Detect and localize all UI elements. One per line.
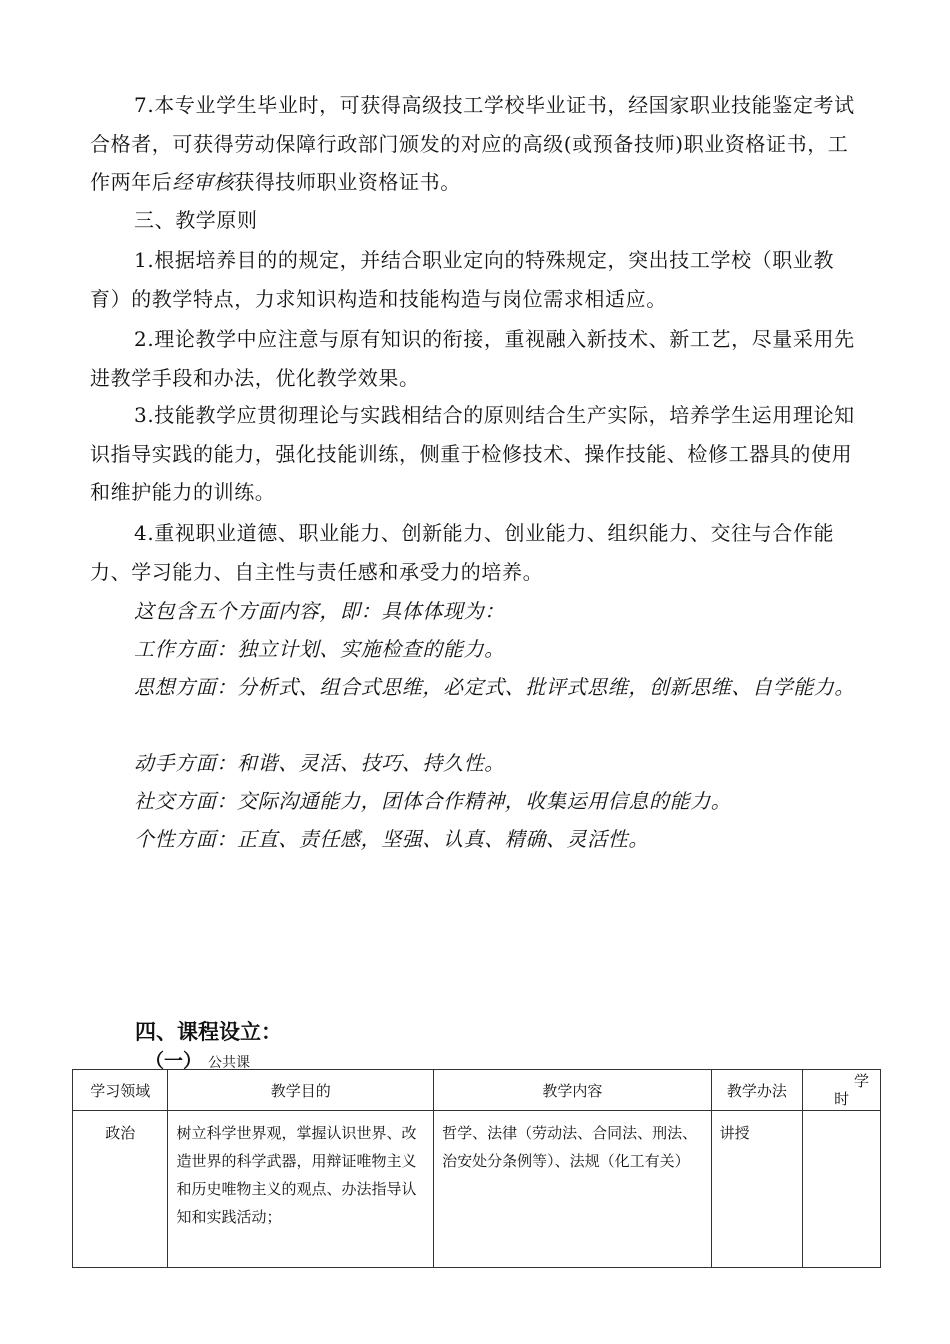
aspect-hands-on: 动手方面：和谐、灵活、技巧、持久性。 — [134, 751, 505, 775]
principle-3: 3.技能教学应贯彻理论与实践相结合的原则结合生产实际，培养学生运用理论知识指导实践的能力，强化技能训练，侧重于检修技术、操作技能、检修工器具的使用和维护能力的训练。 — [90, 403, 855, 504]
aspect-thinking: 思想方面：分析式、组合式思维，必定式、批评式思维，创新思维、自学能力。 — [134, 675, 855, 699]
cell-hours — [803, 1111, 881, 1268]
header-goal: 教学目的 — [168, 1070, 434, 1111]
header-hours: 学 时 — [803, 1070, 881, 1111]
cell-content: 哲学、法律（劳动法、合同法、刑法、治安处分条例等）、法规（化工有关） — [434, 1111, 712, 1268]
table-header-row — [73, 1070, 881, 1111]
aspect-work: 工作方面：独立计划、实施检查的能力。 — [134, 637, 505, 661]
cell-domain: 政治 — [73, 1111, 168, 1268]
section-heading-course-setup: 四、课程设立： — [135, 1020, 282, 1044]
cell-method: 讲授 — [711, 1111, 803, 1268]
table-row — [73, 1111, 881, 1268]
section-heading-teaching-principles: 三、教学原则 — [134, 208, 258, 232]
course-table — [72, 1069, 881, 1268]
header-domain: 学习领域 — [73, 1070, 168, 1111]
cell-goal: 树立科学世界观，掌握认识世界、改造世界的科学武器，用辩证唯物主义和历史唯物主义的观点、办法指导认知和实践活动； — [168, 1111, 434, 1268]
header-content: 教学内容 — [434, 1070, 712, 1111]
principle-1: 1.根据培养目的的规定，并结合职业定向的特殊规定，突出技工学校（职业教育）的教学特点，力求知识构造和技能构造与岗位需求相适应。 — [90, 248, 835, 311]
aspect-social: 社交方面：交际沟通能力，团体合作精神，收集运用信息的能力。 — [134, 789, 732, 813]
aspects-intro: 这包含五个方面内容，即：具体体现为： — [134, 599, 505, 623]
aspect-personality: 个性方面：正直、责任感，坚强、认真、精确、灵活性。 — [134, 827, 649, 851]
subsection-number: （一） — [145, 1050, 203, 1072]
italic-phrase: 经审核 — [172, 170, 235, 194]
subsection-label: 公共课 — [208, 1055, 251, 1071]
header-method: 教学办法 — [711, 1070, 803, 1111]
paragraph-graduation-certificate: 7.本专业学生毕业时，可获得高级技工学校毕业证书，经国家职业技能鉴定考试合格者，可获得劳动保障行政部门颁发的对应的高级(或预备技师)职业资格证书，工作两年后经审核获得技师职业资格证书。 — [90, 93, 855, 194]
principle-4: 4.重视职业道德、职业能力、创新能力、创业能力、组织能力、交往与合作能力、学习能力、自主性与责任感和承受力的培养。 — [90, 521, 835, 584]
principle-2: 2.理论教学中应注意与原有知识的衔接，重视融入新技术、新工艺，尽量采用先进教学手段和办法，优化教学效果。 — [90, 327, 855, 390]
